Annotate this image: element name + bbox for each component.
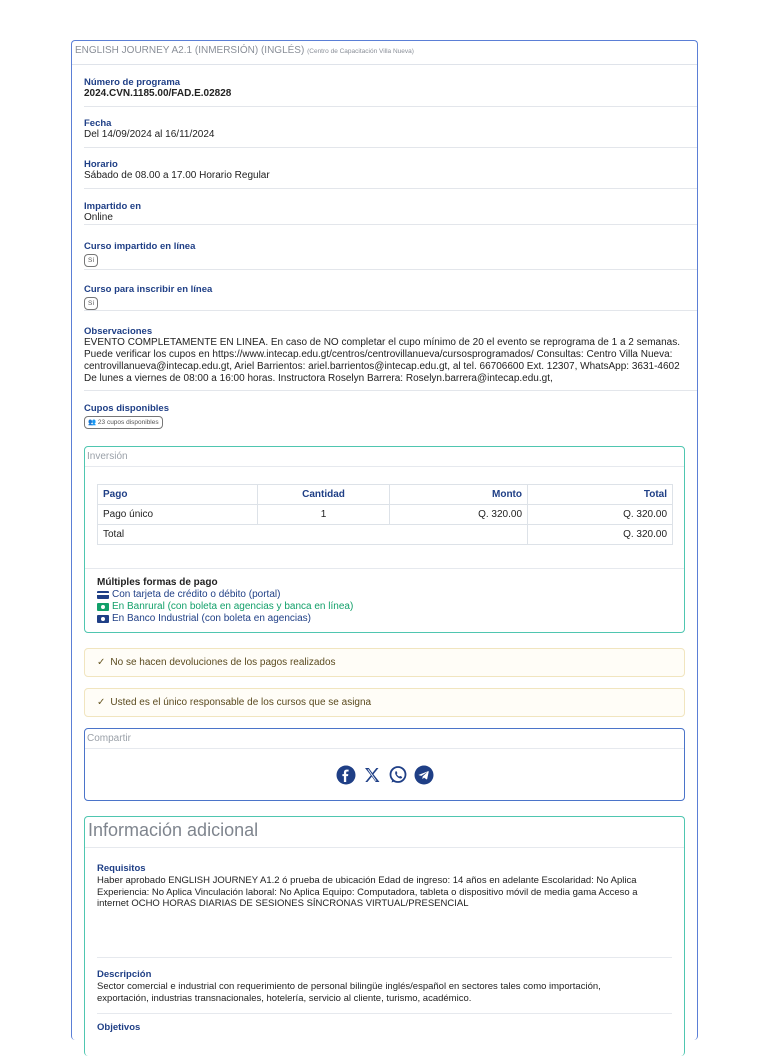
impartido-value: Online bbox=[84, 212, 113, 223]
table-total-row bbox=[98, 525, 673, 545]
requisitos-label: Requisitos bbox=[97, 863, 146, 874]
header-pago: Pago bbox=[98, 485, 258, 505]
field-cupos bbox=[84, 403, 697, 433]
inscribir-label: Curso para inscribir en línea bbox=[84, 284, 213, 295]
table-row bbox=[98, 505, 673, 525]
header-total: Total bbox=[528, 485, 673, 505]
inscribir-badge: Sí bbox=[84, 297, 98, 310]
check-icon: ✓ bbox=[97, 657, 106, 668]
share-title: Compartir bbox=[85, 729, 684, 749]
field-fecha bbox=[84, 118, 697, 148]
cell-cantidad: 1 bbox=[258, 505, 390, 525]
divider bbox=[97, 957, 672, 958]
requisitos-block bbox=[97, 863, 683, 910]
observaciones-line: Puede verificar los cupos en https://www.intecap.edu.gt/centros/centrovillanueva/cursosprogramados/ Consultas: Centro Villa Nueva: bbox=[84, 349, 673, 360]
people-icon: 👥 bbox=[88, 419, 97, 426]
header-monto: Monto bbox=[390, 485, 528, 505]
horario-label: Horario bbox=[84, 159, 118, 170]
share-box bbox=[84, 728, 685, 801]
requisitos-line: internet OCHO HORAS DIARIAS DE SESIONES SÍNCRONAS VIRTUAL/PRESENCIAL bbox=[97, 898, 469, 909]
notice-devoluciones bbox=[84, 648, 685, 677]
share-icons bbox=[85, 765, 684, 785]
course-center: (Centro de Capacitación Villa Nueva) bbox=[307, 48, 414, 55]
payment-methods bbox=[97, 577, 353, 625]
check-icon: ✓ bbox=[97, 697, 106, 708]
programa-label: Número de programa bbox=[84, 77, 181, 88]
requisitos-line: Experiencia: No Aplica Vinculación laboral: No Aplica Equipo: Computadora, tableta o dispositivo móvil de media gama Acceso a bbox=[97, 886, 638, 898]
whatsapp-icon[interactable] bbox=[388, 765, 408, 785]
horario-value: Sábado de 08.00 a 17.00 Horario Regular bbox=[84, 170, 270, 181]
divider bbox=[85, 568, 684, 569]
cupos-label: Cupos disponibles bbox=[84, 403, 169, 414]
field-horario bbox=[84, 159, 697, 189]
notice-text: No se hacen devoluciones de los pagos realizados bbox=[110, 657, 336, 668]
course-title: ENGLISH JOURNEY A2.1 (INMERSIÓN) (INGLÉS) bbox=[75, 45, 305, 56]
notice-responsable bbox=[84, 688, 685, 717]
course-card bbox=[71, 40, 698, 1040]
curso-linea-label: Curso impartido en línea bbox=[84, 241, 196, 252]
info-box bbox=[84, 816, 685, 1056]
info-title: Información adicional bbox=[85, 817, 684, 848]
cell-monto: Q. 320.00 bbox=[390, 505, 528, 525]
inversion-box bbox=[84, 446, 685, 633]
impartido-label: Impartido en bbox=[84, 201, 142, 212]
payment-method-label: Con tarjeta de crédito o débito (portal) bbox=[112, 589, 281, 600]
observaciones-line: De lunes a viernes de 08:00 a 16:00 horas. Instructora Roselyn Barrera: Roselyn.barrera@intecap.edu.gt, bbox=[84, 373, 553, 384]
table-header-row bbox=[98, 485, 673, 505]
descripcion-line: exportación, industrias transnacionales, hotelería, servicio al cliente, turismo, académico. bbox=[97, 992, 472, 1004]
objetivos-label: Objetivos bbox=[97, 1022, 141, 1033]
payment-method-bi[interactable] bbox=[97, 613, 353, 625]
credit-card-icon bbox=[97, 591, 109, 599]
field-impartido bbox=[84, 201, 697, 225]
fecha-label: Fecha bbox=[84, 118, 112, 129]
observaciones-line: centrovillanueva@intecap.edu.gt, Ariel Barrientos: ariel.barrientos@intecap.edu.gt, al tel. 66706600 Ext. 12307, WhatsApp: 3631-4602 bbox=[84, 361, 680, 372]
field-observaciones bbox=[84, 326, 697, 391]
cash-icon bbox=[97, 603, 109, 611]
observaciones-text bbox=[84, 337, 694, 385]
payment-method-card[interactable] bbox=[97, 589, 353, 601]
header-cantidad: Cantidad bbox=[258, 485, 390, 505]
field-programa bbox=[84, 77, 697, 107]
payment-method-banrural[interactable] bbox=[97, 601, 353, 613]
observaciones-label: Observaciones bbox=[84, 326, 153, 337]
cell-pago: Pago único bbox=[98, 505, 258, 525]
telegram-icon[interactable] bbox=[414, 765, 434, 785]
cash-icon bbox=[97, 615, 109, 623]
field-inscribir bbox=[84, 284, 697, 311]
payment-method-label: En Banrural (con boleta en agencias y banca en línea) bbox=[112, 601, 354, 612]
total-label: Total bbox=[98, 525, 528, 545]
descripcion-line: Sector comercial e industrial con requerimiento de personal bilingüe inglés/español en sectores tales como importación, bbox=[97, 981, 601, 992]
cell-total: Q. 320.00 bbox=[528, 505, 673, 525]
inversion-title: Inversión bbox=[85, 447, 684, 467]
descripcion-block bbox=[97, 969, 683, 1004]
cupos-badge bbox=[84, 416, 163, 429]
field-curso-linea bbox=[84, 241, 697, 270]
divider bbox=[97, 1013, 672, 1014]
fecha-value: Del 14/09/2024 al 16/11/2024 bbox=[84, 129, 215, 140]
requisitos-line: Haber aprobado ENGLISH JOURNEY A1.2 ó prueba de ubicación Edad de ingreso: 14 años en adelante Escolaridad: No Aplica bbox=[97, 875, 637, 886]
objetivos-block bbox=[97, 1022, 683, 1034]
programa-value: 2024.CVN.1185.00/FAD.E.02828 bbox=[84, 88, 232, 99]
payment-method-label: En Banco Industrial (con boleta en agencias) bbox=[112, 613, 312, 624]
curso-linea-badge: Sí bbox=[84, 254, 98, 267]
facebook-icon[interactable] bbox=[336, 765, 356, 785]
notice-text: Usted es el único responsable de los cursos que se asigna bbox=[110, 697, 372, 708]
payment-methods-label: Múltiples formas de pago bbox=[97, 577, 218, 588]
x-icon[interactable] bbox=[362, 765, 382, 785]
observaciones-line: EVENTO COMPLETAMENTE EN LINEA. En caso de NO completar el cupo mínimo de 20 el evento se reprograma de 1 a 2 semanas. bbox=[84, 337, 681, 348]
cupos-badge-text: 23 cupos disponibles bbox=[97, 419, 159, 426]
descripcion-label: Descripción bbox=[97, 969, 152, 980]
course-header bbox=[72, 41, 697, 65]
payment-table bbox=[97, 484, 673, 545]
total-value: Q. 320.00 bbox=[528, 525, 673, 545]
